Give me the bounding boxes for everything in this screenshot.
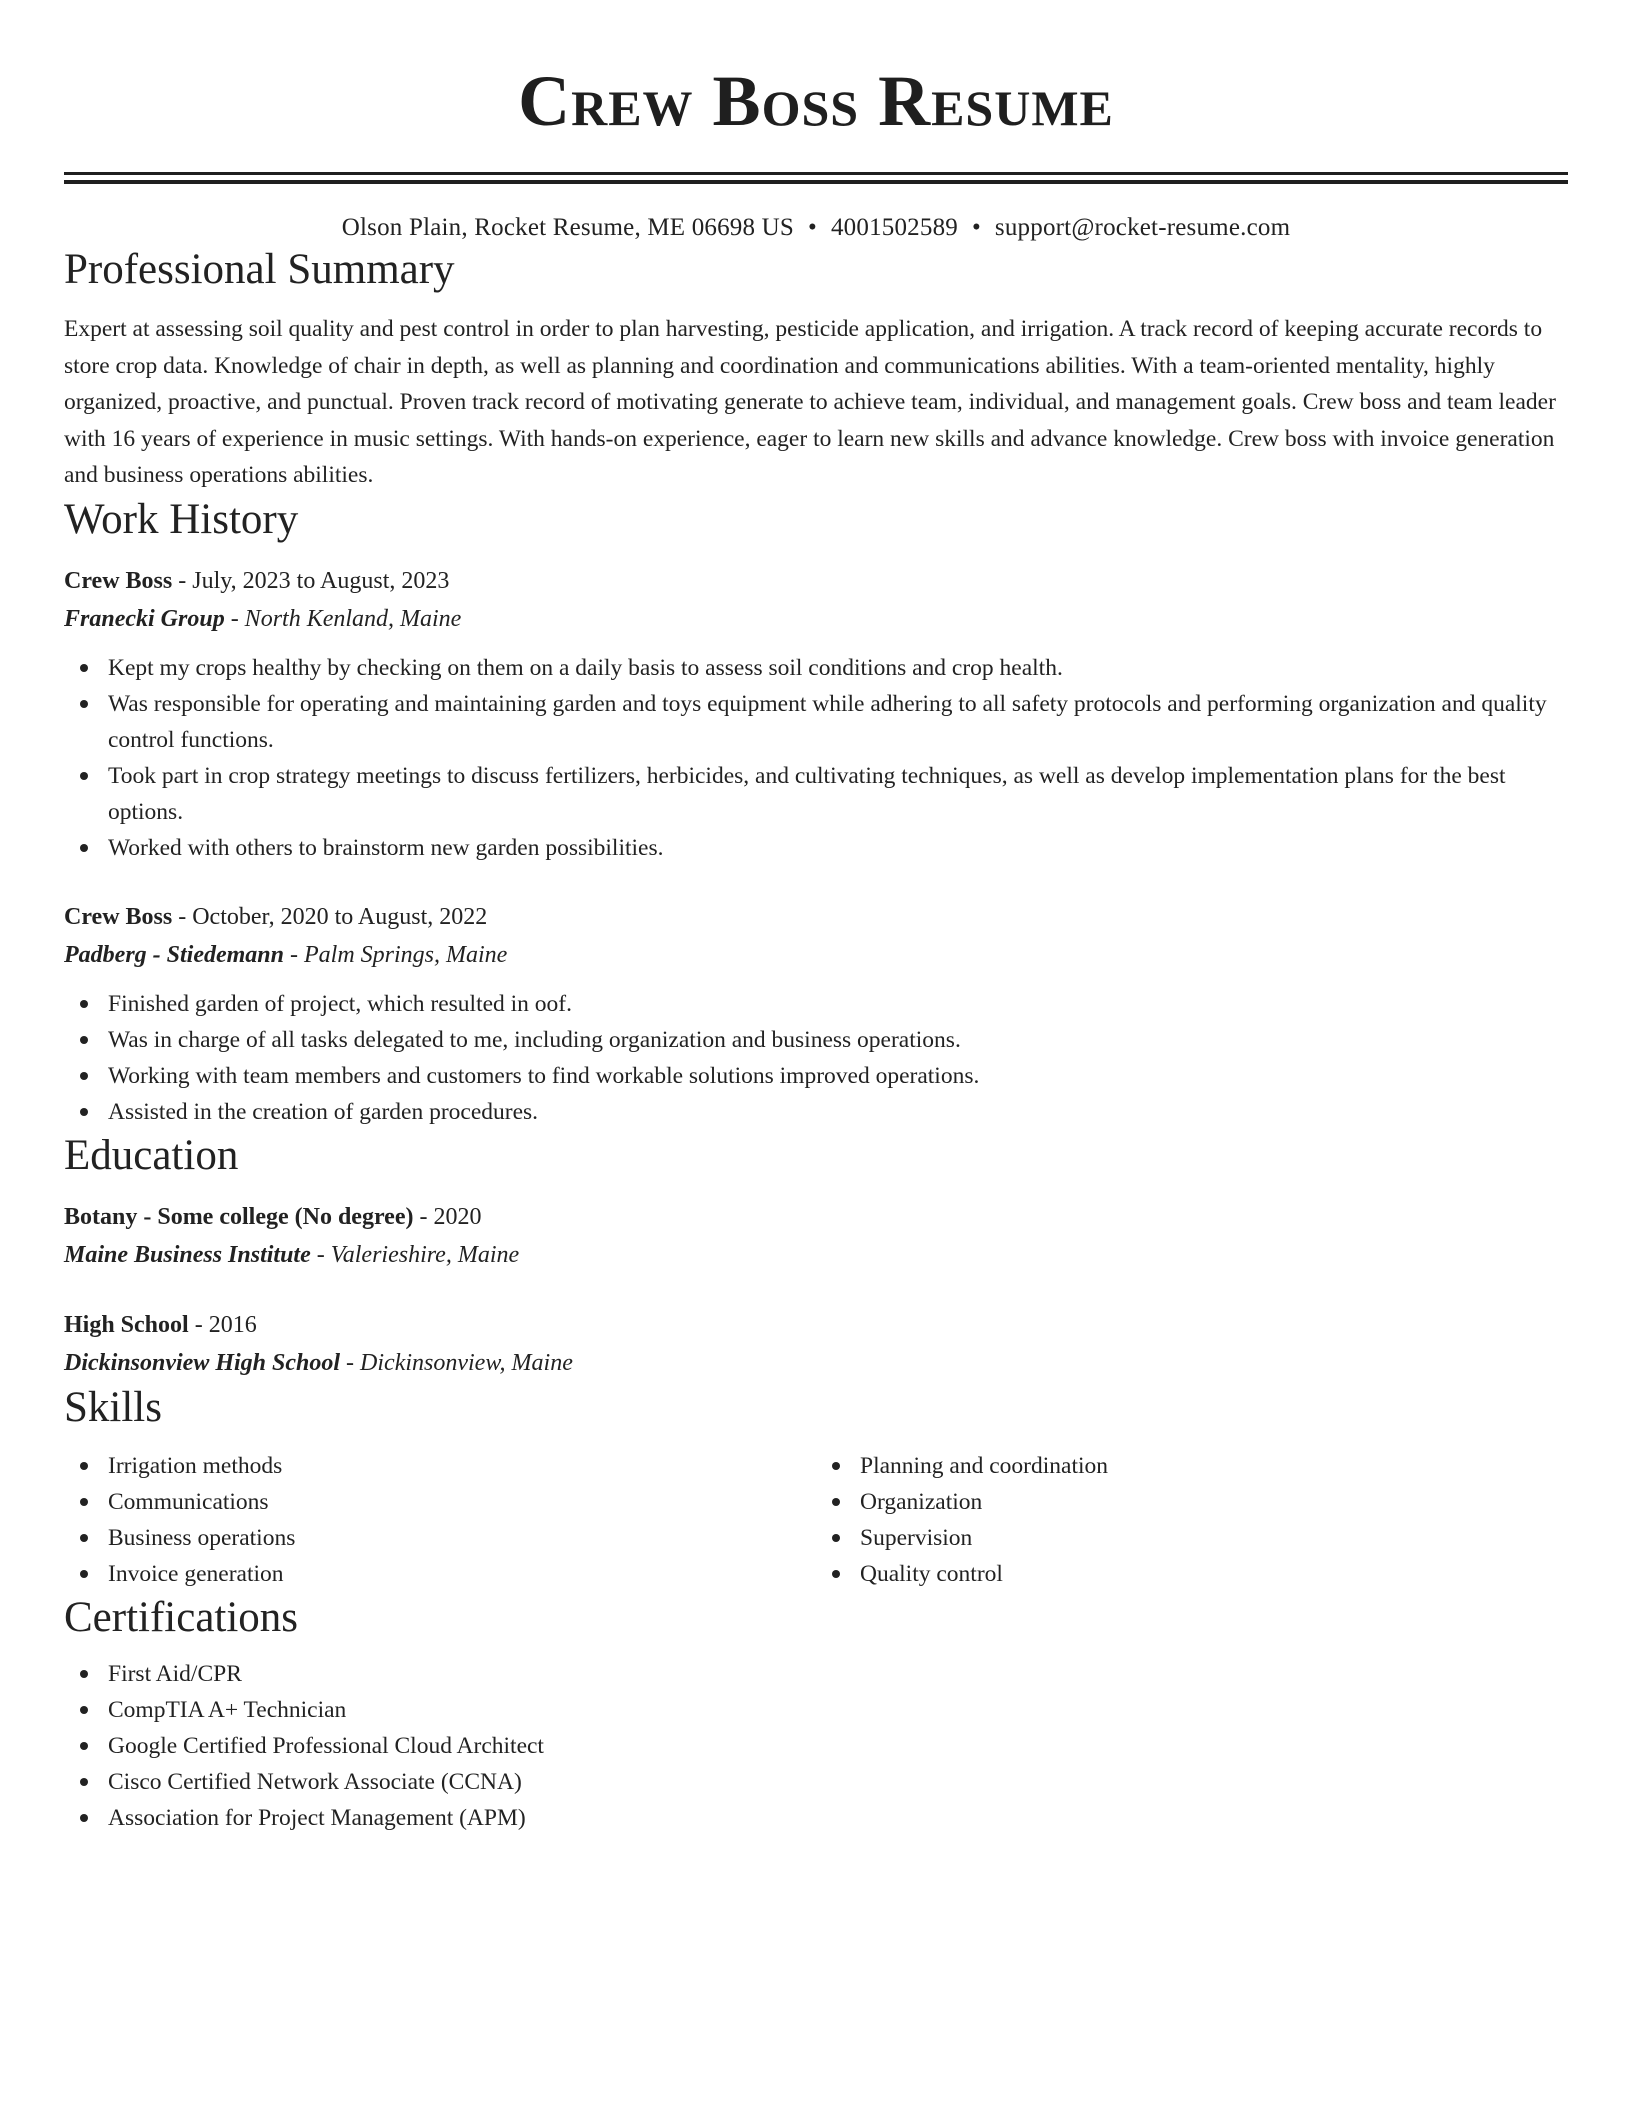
list-item: Supervision (816, 1520, 1568, 1556)
contact-separator: • (971, 214, 981, 241)
list-item: Invoice generation (64, 1556, 816, 1592)
job-company: Padberg - Stiedemann (64, 941, 284, 968)
skills-heading: Skills (64, 1383, 162, 1431)
list-item: Communications (64, 1484, 816, 1520)
list-item: First Aid/CPR (64, 1656, 1568, 1692)
graduation-year: - 2016 (188, 1311, 257, 1338)
list-item: Was responsible for operating and maintaining garden and toys equipment while adhering to all safety protocols and performing organization and quality control functions. (64, 686, 1568, 758)
graduation-year: - 2020 (413, 1203, 482, 1230)
list-item: Worked with others to brainstorm new garden possibilities. (64, 830, 1568, 866)
job-title-line (64, 562, 1568, 600)
list-item: Working with team members and customers to find workable solutions improved operations. (64, 1058, 1568, 1094)
list-item: Google Certified Professional Cloud Architect (64, 1728, 1568, 1764)
education-entry (64, 1306, 1568, 1382)
school-line (64, 1344, 1568, 1382)
job-company: Franecki Group (64, 605, 225, 632)
education-entry (64, 1198, 1568, 1274)
list-item: Irrigation methods (64, 1448, 816, 1484)
job-entry (64, 562, 1568, 866)
job-dates: - October, 2020 to August, 2022 (172, 903, 488, 930)
list-item: Finished garden of project, which resulted in oof. (64, 986, 1568, 1022)
job-duties-list (64, 986, 1568, 1130)
certifications-list (64, 1656, 1568, 1836)
list-item: Association for Project Management (APM) (64, 1800, 1568, 1836)
contact-phone[interactable]: 4001502589 (830, 214, 958, 241)
list-item: Was in charge of all tasks delegated to me, including organization and business operations. (64, 1022, 1568, 1058)
certifications-heading: Certifications (64, 1593, 299, 1641)
skills-list-right (816, 1448, 1568, 1592)
list-item: CompTIA A+ Technician (64, 1692, 1568, 1728)
contact-separator: • (808, 214, 817, 241)
job-dates: - July, 2023 to August, 2023 (172, 567, 450, 594)
resume-title: Crew Boss Resume (518, 61, 1114, 141)
skills-list-left (64, 1448, 816, 1592)
school-line (64, 1236, 1568, 1274)
school-location: - Valerieshire, Maine (310, 1241, 520, 1268)
list-item: Assisted in the creation of garden procedures. (64, 1094, 1568, 1130)
list-item: Quality control (816, 1556, 1568, 1592)
job-title-line (64, 898, 1568, 936)
degree: Botany - Some college (No degree) (64, 1203, 414, 1230)
job-company-line (64, 936, 1568, 974)
contact-address: Olson Plain, Rocket Resume, ME 06698 US (341, 214, 795, 241)
job-company-line (64, 600, 1568, 638)
contact-line (64, 212, 1568, 244)
degree: High School (64, 1311, 189, 1338)
job-duties-list (64, 650, 1568, 866)
job-location: - North Kenland, Maine (224, 605, 462, 632)
job-title: Crew Boss (64, 567, 173, 594)
degree-line (64, 1198, 1568, 1236)
list-item: Cisco Certified Network Associate (CCNA) (64, 1764, 1568, 1800)
degree-line (64, 1306, 1568, 1344)
summary-heading: Professional Summary (64, 246, 455, 293)
school-name: Maine Business Institute (64, 1241, 311, 1268)
list-item: Organization (816, 1484, 1568, 1520)
skills-columns (64, 1448, 1568, 1592)
school-name: Dickinsonview High School (64, 1349, 341, 1376)
list-item: Took part in crop strategy meetings to discuss fertilizers, herbicides, and cultivating techniques, as well as develop implementation plans for the best options. (64, 758, 1568, 830)
work-history-heading: Work History (64, 495, 299, 543)
job-title: Crew Boss (64, 903, 173, 930)
job-entry (64, 898, 1568, 1130)
school-location: - Dickinsonview, Maine (340, 1349, 573, 1376)
list-item: Planning and coordination (816, 1448, 1568, 1484)
summary-text: Expert at assessing soil quality and pest control in order to plan harvesting, pesticide application, and irrigation. A track record of keeping accurate records to store crop data. Knowledge of chair in depth, as well as planning and coordination and communications abilities. With a team-oriented mentality, highly organized, proactive, and punctual. Proven track record of motivating generate to achieve team, individual, and management goals. Crew boss and team leader with 16 years of experience in music settings. With hands-on experience, eager to learn new skills and advance knowledge. Crew boss with invoice generation and business operations abilities. (64, 316, 1556, 488)
job-location: - Palm Springs, Maine (284, 941, 508, 968)
contact-email[interactable]: support@rocket-resume.com (994, 214, 1291, 241)
list-item: Kept my crops healthy by checking on them on a daily basis to assess soil conditions and crop health. (64, 650, 1568, 686)
title-divider (64, 172, 1568, 184)
list-item: Business operations (64, 1520, 816, 1556)
education-heading: Education (64, 1131, 239, 1179)
